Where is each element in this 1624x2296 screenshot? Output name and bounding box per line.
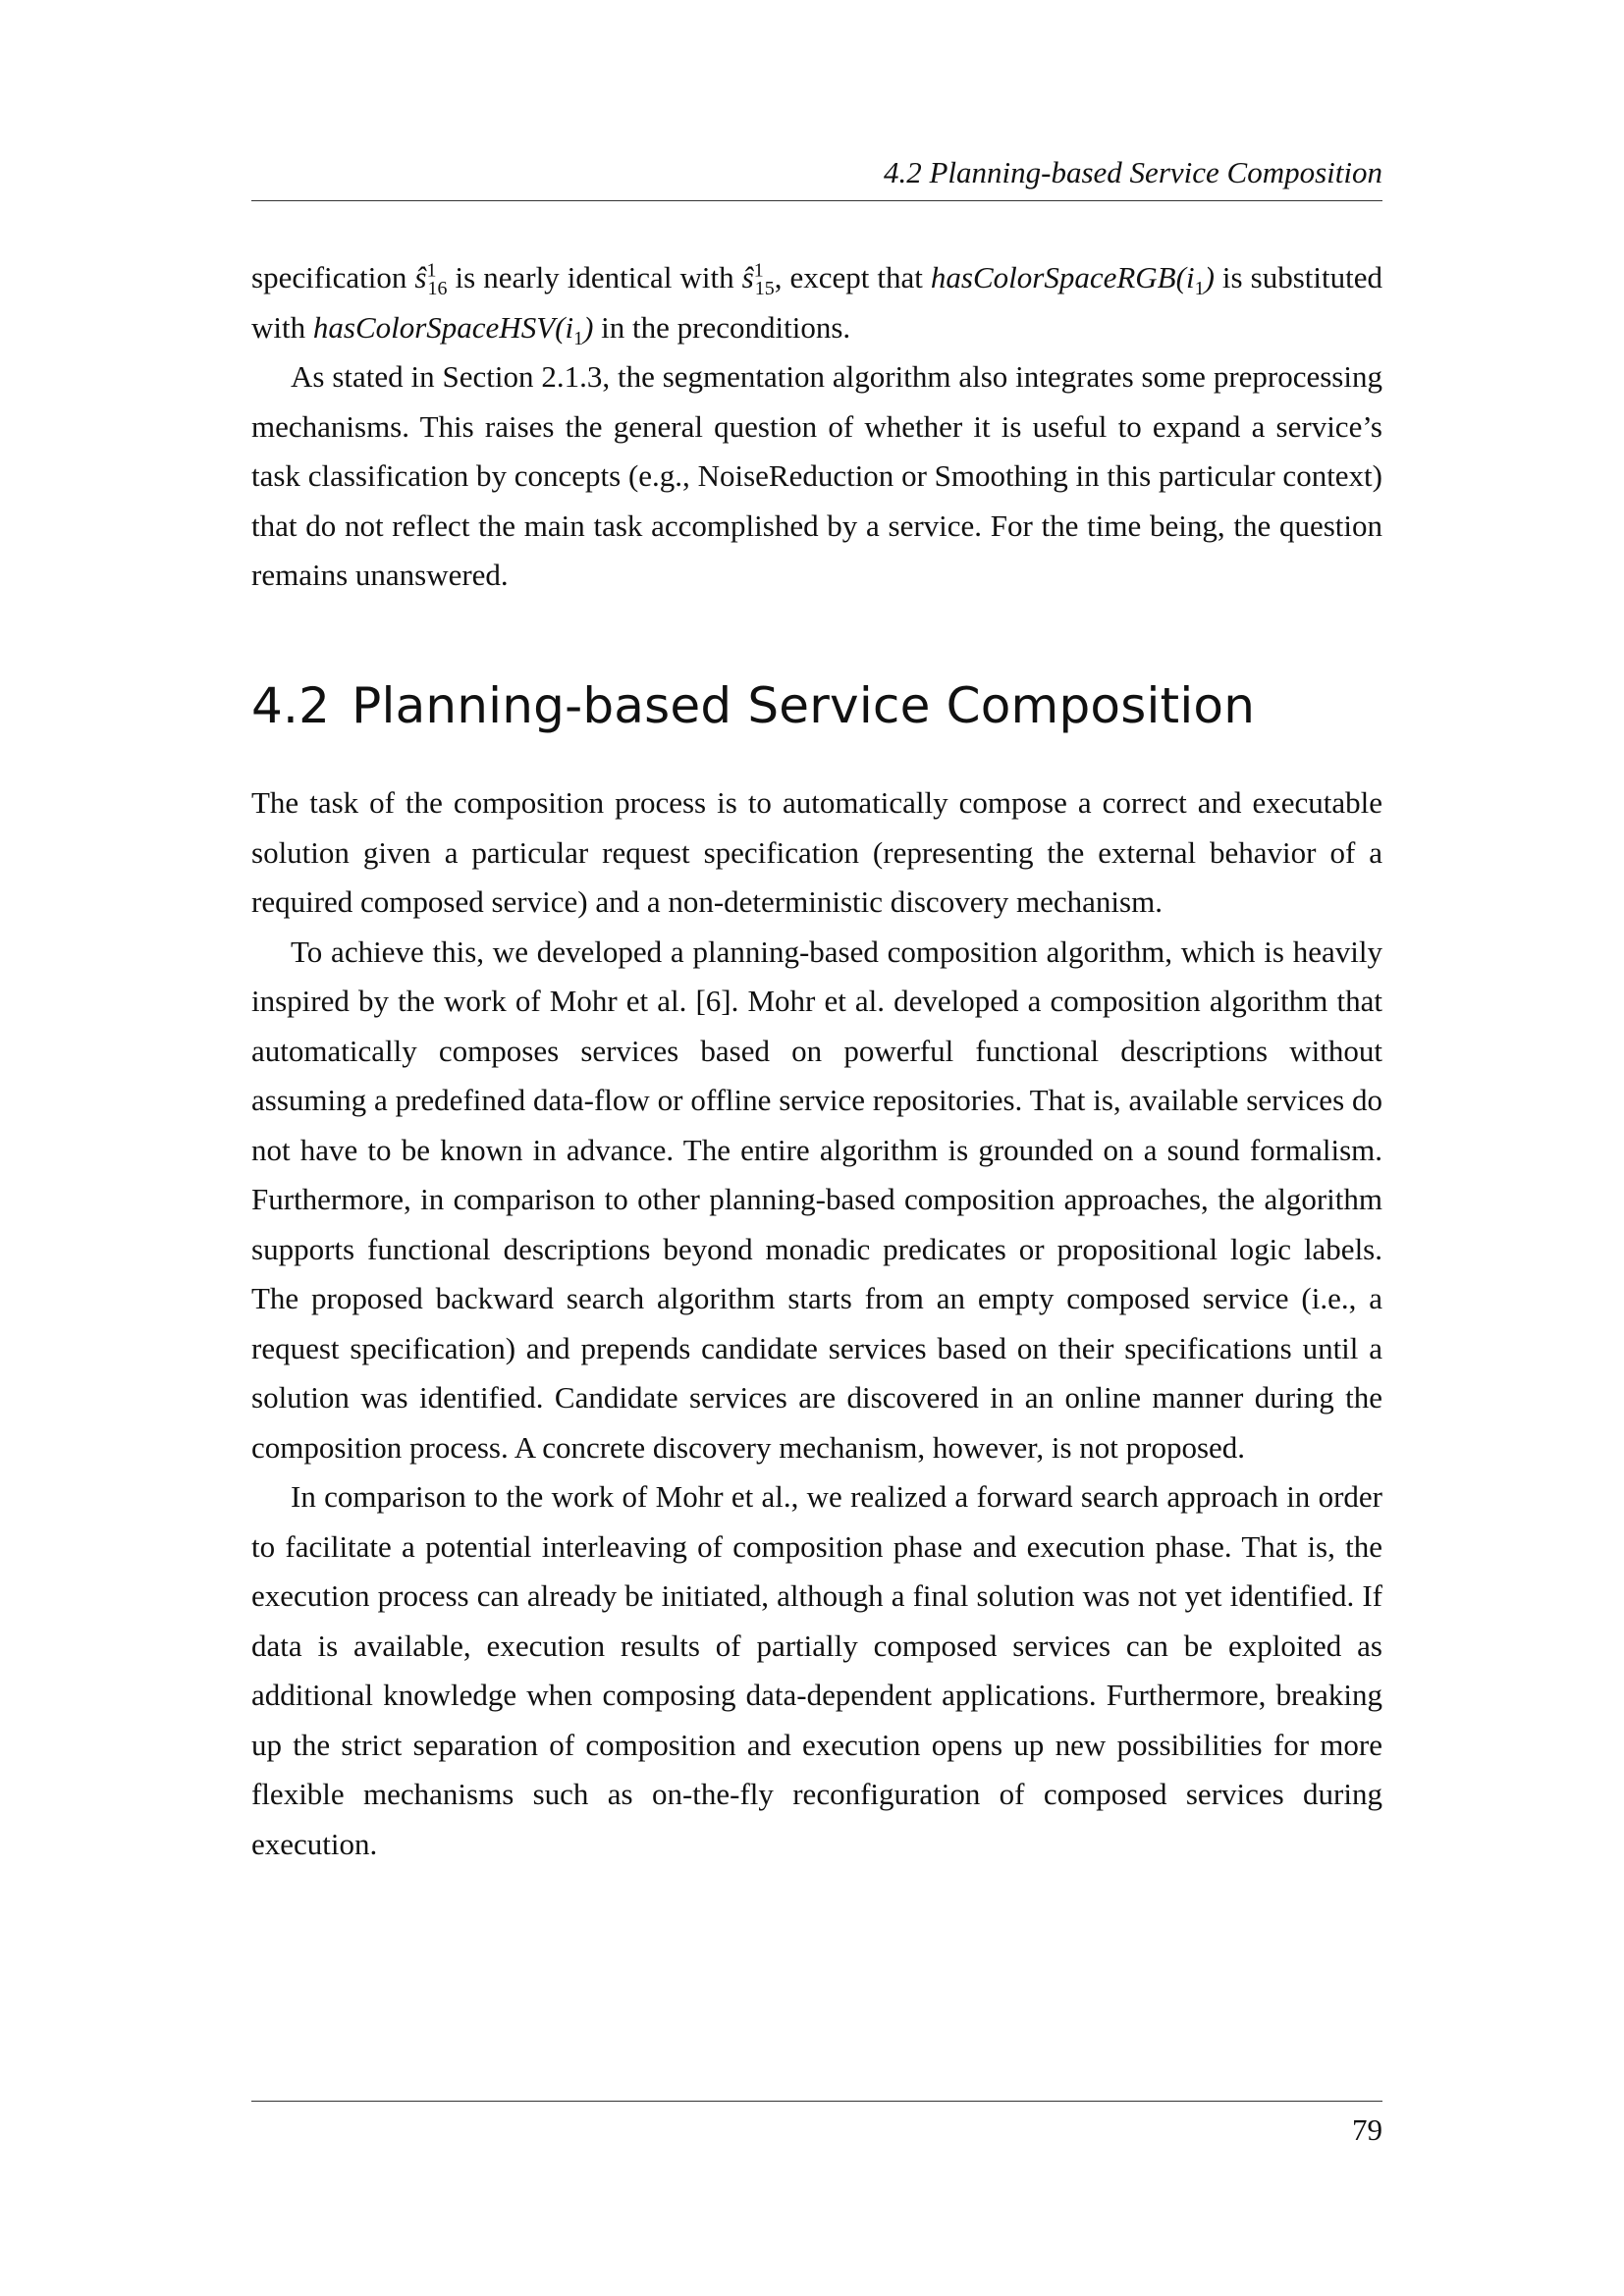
footer-rule — [251, 2101, 1382, 2102]
intro-paragraph-1: specification $ŝ^1_{16}$ is nearly identical with $ŝ^1_{15}$, except that $hasColorSpaceRGB(i_1)$ is substituted with $hasColorSpaceHSV(i_1)$ in the preconditions. — [251, 259, 1382, 349]
section-heading — [251, 677, 1255, 734]
header-rule — [251, 200, 1382, 201]
running-header: 4.2 Planning-based Service Composition — [884, 155, 1382, 189]
section-number: 4.2 — [251, 677, 331, 734]
intro-paragraph-2: As stated in Section 2.1.3, the segmentation algorithm also integrates some preprocessing mechanisms. This raises the general question of whether it is useful to expand a service’s task classification by concepts (e.g., NoiseReduction or Smoothing in this particular context) that do not reflect the main task accomplished by a service. For the time being, the question remains unanswered. — [251, 359, 1382, 592]
page-number: 79 — [1352, 2112, 1382, 2147]
section-paragraph-2: To achieve this, we developed a planning-based composition algorithm, which is heavily inspired by the work of Mohr et al. [6]. Mohr et al. developed a composition algorithm that automatically composes services based on powerful functional descriptions without assuming a predefined data-flow or offline service repositories. That is, available services do not have to be known in advance. The entire algorithm is grounded on a sound formalism. Furthermore, in comparison to other planning-based composition approaches, the algorithm supports functional descriptions beyond monadic predicates or propositional logic labels. The proposed backward search algorithm starts from an empty composed service (i.e., a request specification) and prepends candidate services based on their specifications until a solution was identified. Candidate services are discovered in an online manner during the composition process. A concrete discovery mechanism, however, is not proposed. — [251, 934, 1382, 1465]
section-paragraph-1: The task of the composition process is to automatically compose a correct and executable solution given a particular request specification (representing the external behavior of a required composed service) and a non-deterministic discovery mechanism. — [251, 785, 1382, 919]
section-title: Planning-based Service Composition — [352, 677, 1256, 734]
intro-block — [251, 253, 1382, 601]
section-paragraph-3: In comparison to the work of Mohr et al., we realized a forward search approach in order to facilitate a potential interleaving of composition phase and execution phase. That is, the execution process can already be initiated, although a final solution was not yet identified. If data is available, execution results of partially composed services can be exploited as additional knowledge when composing data-dependent applications. Furthermore, breaking up the strict separation of composition and execution opens up new possibilities for more flexible mechanisms such as on-the-fly reconfiguration of composed services during execution. — [251, 1479, 1382, 1861]
section-body — [251, 778, 1382, 1869]
